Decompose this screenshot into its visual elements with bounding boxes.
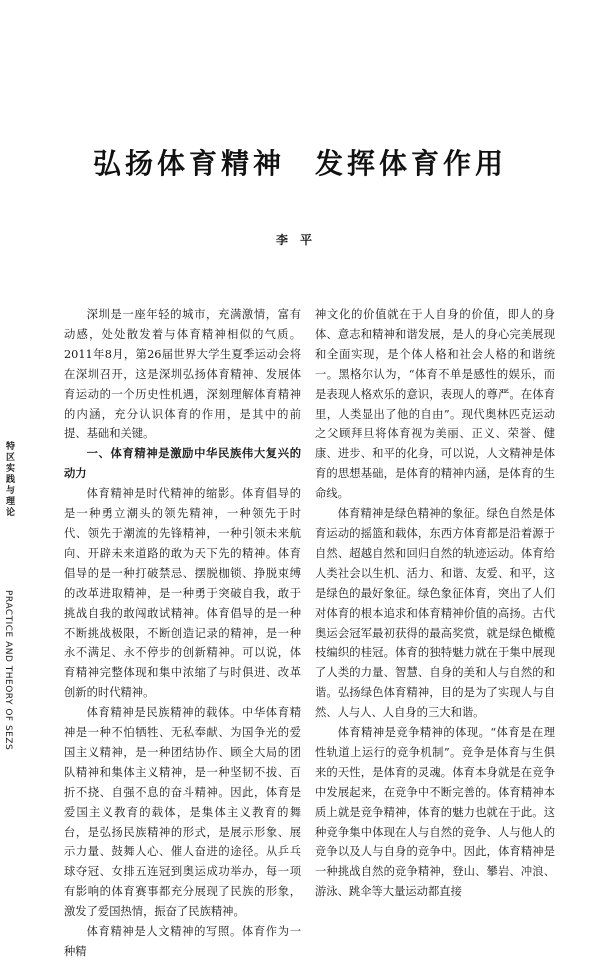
journal-section-label: 特区实践与理论 — [6, 442, 16, 518]
paragraph: 深圳是一座年轻的城市，充满激情，富有动感，处处散发着与体育精神相似的气质。2011年8月，第26届世界大学生夏季运动会将在深圳召开，这是深圳弘扬体育精神、发展体育运动的一个历史性机遇，深刻理解体育精神的内涵，充分认识体育的作用，是其中的前提、基础和关键。 — [64, 308, 301, 441]
paragraph: 体育精神是时代精神的缩影。体育倡导的是一种勇立潮头的领先精神，一种领先于时代、领先于潮流的先锋精神，一种引领未来航向、开辟未来道路的敢为天下先的精神。体育倡导的是一种打破禁忌、摆脱枷锁、挣脱束缚的改革进取精神，是一种勇于突破自我，敢于挑战自我的敢闯敢试精神。体育倡导的是一种不断挑战极限，不断创造记录的精神，是一种永不满足、永不停步的创新精神。可以说，体育精神完整体现和集中浓缩了与时俱进、改革创新的时代精神。 — [64, 487, 301, 700]
paragraph-continued: 神文化的价值就在于人自身的价值，即人的身体、意志和精神和谐发展，是人的身心完美展现和全面实现，是个体人格和社会人格的和谐统一。黑格尔认为，“体育不单是感性的娱乐，而是表现人格欢乐的意识，表现人的尊严。在体育里，人类显出了他的自由”。现代奥林匹克运动之父顾拜旦将体育视为美丽、正义、荣誉、健康、进步、和平的化身，可以说，人文精神是体育的思想基础，是体育的精神内涵，是体育的生命线。 — [315, 308, 555, 501]
title-part-2: 发挥体育作用 — [315, 147, 508, 180]
paragraph: 体育精神是竞争精神的体现。“体育是在理性轨道上运行的竞争机制”。竞争是体育与生俱来的天性，是体育的灵魂。体育本身就是在竞争中发展起来，在竞争中不断完善的。体育精神本质上就是竞争精神，体育的魅力也就在于此。这种竞争集中体现在人与自然的竞争、人与他人的竞争以及人与自身的竞争中。因此，体育精神是一种挑战自然的竞争精神，登山、攀岩、冲浪、游泳、跳伞等大量运动都直接 — [315, 726, 555, 899]
article-title — [0, 142, 600, 182]
title-part-1: 弘扬体育精神 — [92, 147, 285, 180]
journal-english-label: PRACTICE AND THEORY OF SEZS — [3, 590, 13, 751]
section-heading: 一、体育精神是激励中华民族伟大复兴的动力 — [64, 446, 301, 481]
paragraph: 体育精神是绿色精神的象征。绿色自然是体育运动的摇篮和载体，东西方体育都是沿着源于自然、超越自然和回归自然的轨迹运动。体育给人类社会以生机、活力、和谐、友爱、和平，这是绿色的最好象征。绿色象征体育，突出了人们对体育的根本追求和体育精神价值的高扬。古代奥运会冠军最初获得的最高奖赏，就是绿色橄榄枝编织的桂冠。体育的独特魅力就在于集中展现了人类的力量、智慧、自身的美和人与自然的和谐。弘扬绿色体育精神，目的是为了实现人与自然、人与人、人自身的三大和谐。 — [315, 507, 555, 720]
paragraph: 体育精神是人文精神的写照。体育作为一种精 — [64, 925, 301, 958]
author-name: 李平 — [275, 233, 324, 247]
right-column — [315, 305, 555, 902]
paragraph: 体育精神是民族精神的载体。中华体育精神是一种不怕牺牲、无私奉献、为国争光的爱国主义精神，是一种团结协作、顾全大局的团队精神和集体主义精神，是一种坚韧不拔、百折不挠、自强不息的奋斗精神。因此，体育是爱国主义教育的载体，是集体主义教育的舞台，是弘扬民族精神的形式，是展示形象、展示力量、鼓舞人心、催人奋进的途径。从乒乓球夺冠、女排五连冠到奥运成功举办，每一项有影响的体育赛事都充分展现了民族的形象，激发了爱国热情，振奋了民族精神。 — [64, 706, 301, 919]
left-column — [64, 305, 301, 962]
